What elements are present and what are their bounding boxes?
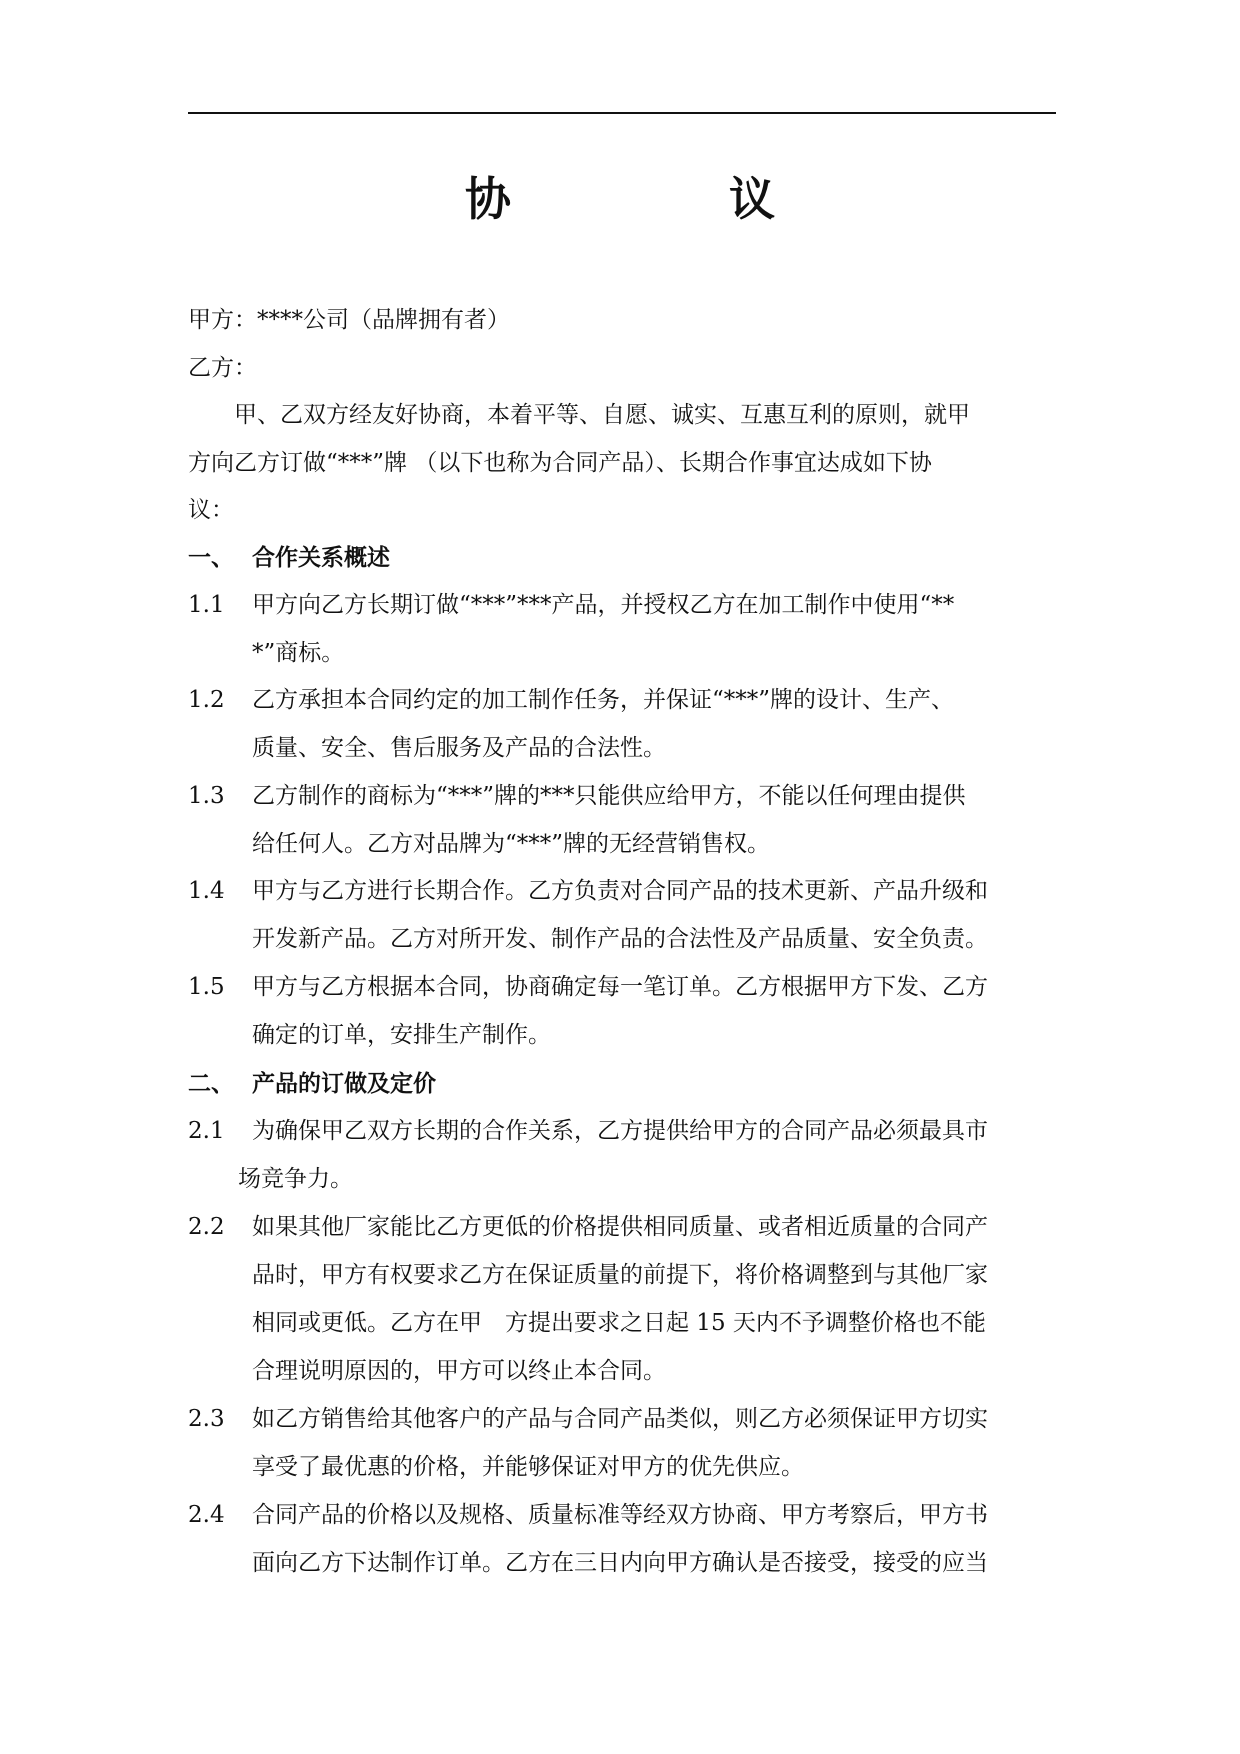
clause-continuation: 相同或更低。乙方在甲 方提出要求之日起 15 天内不予调整价格也不能 [252,1310,986,1336]
clause-continuation: 享受了最优惠的价格，并能够保证对甲方的优先供应。 [252,1454,804,1480]
clause-number: 1.2 [188,687,225,713]
clause-1-1 [188,590,1058,620]
intro-line-1: 甲、乙双方经友好协商，本着平等、自愿、诚实、互惠互利的原则，就甲 [188,402,970,428]
clause-continuation: 给任何人。乙方对品牌为“***”牌的无经营销售权。 [252,831,771,857]
clause-continuation: 质量、安全、售后服务及产品的合法性。 [252,735,666,761]
clause-number: 1.5 [188,974,225,1000]
section-title: 合作关系概述 [252,545,390,571]
clause-1-3 [188,781,1058,811]
clause-number: 2.3 [188,1406,225,1432]
section-number: 一、 [188,545,234,571]
clause-2-2 [188,1212,1058,1242]
clause-text: 如果其他厂家能比乙方更低的价格提供相同质量、或者相近质量的合同产 [252,1214,988,1240]
section-title: 产品的订做及定价 [252,1071,436,1097]
clause-text: 乙方承担本合同约定的加工制作任务，并保证“***”牌的设计、生产、 [252,687,955,713]
section-number: 二、 [188,1071,234,1097]
intro-line-2: 方向乙方订做“***”牌 （以下也称为合同产品）、长期合作事宜达成如下协 [188,450,932,476]
header-rule [188,112,1056,114]
clause-continuation: 品时，甲方有权要求乙方在保证质量的前提下，将价格调整到与其他厂家 [252,1262,988,1288]
clause-1-4 [188,876,1058,906]
clause-number: 1.3 [188,783,225,809]
clause-continuation: 确定的订单，安排生产制作。 [252,1022,551,1048]
clause-number: 2.4 [188,1502,225,1528]
intro-line-3: 议： [188,497,234,523]
clause-1-5 [188,972,1058,1002]
party-b: 乙方： [188,355,257,381]
clause-text: 为确保甲乙双方长期的合作关系，乙方提供给甲方的合同产品必须最具市 [252,1118,988,1144]
clause-text: 合同产品的价格以及规格、质量标准等经双方协商、甲方考察后，甲方书 [252,1502,988,1528]
clause-number: 1.4 [188,878,225,904]
section-heading [188,543,1058,573]
clause-2-4 [188,1500,1058,1530]
clause-continuation: 面向乙方下达制作订单。乙方在三日内向甲方确认是否接受，接受的应当 [252,1550,988,1576]
document-title: 协 议 [465,172,861,226]
clause-number: 1.1 [188,592,225,618]
clause-text: 如乙方销售给其他客户的产品与合同产品类似，则乙方必须保证甲方切实 [252,1406,988,1432]
clause-continuation: 场竞争力。 [238,1166,353,1192]
clause-2-3 [188,1404,1058,1434]
clause-continuation: 合理说明原因的，甲方可以终止本合同。 [252,1358,666,1384]
clause-text: 甲方向乙方长期订做“***”***产品，并授权乙方在加工制作中使用“** [252,592,955,618]
clause-2-1 [188,1116,1058,1146]
clause-continuation: *”商标。 [252,640,345,666]
section-heading [188,1069,1058,1099]
clause-text: 甲方与乙方进行长期合作。乙方负责对合同产品的技术更新、产品升级和 [252,878,988,904]
clause-number: 2.1 [188,1118,225,1144]
clause-number: 2.2 [188,1214,225,1240]
clause-text: 乙方制作的商标为“***”牌的***只能供应给甲方，不能以任何理由提供 [252,783,966,809]
clause-continuation: 开发新产品。乙方对所开发、制作产品的合法性及产品质量、安全负责。 [252,926,988,952]
clause-text: 甲方与乙方根据本合同，协商确定每一笔订单。乙方根据甲方下发、乙方 [252,974,988,1000]
clause-1-2 [188,685,1058,715]
party-a: 甲方：****公司（品牌拥有者） [188,307,510,333]
